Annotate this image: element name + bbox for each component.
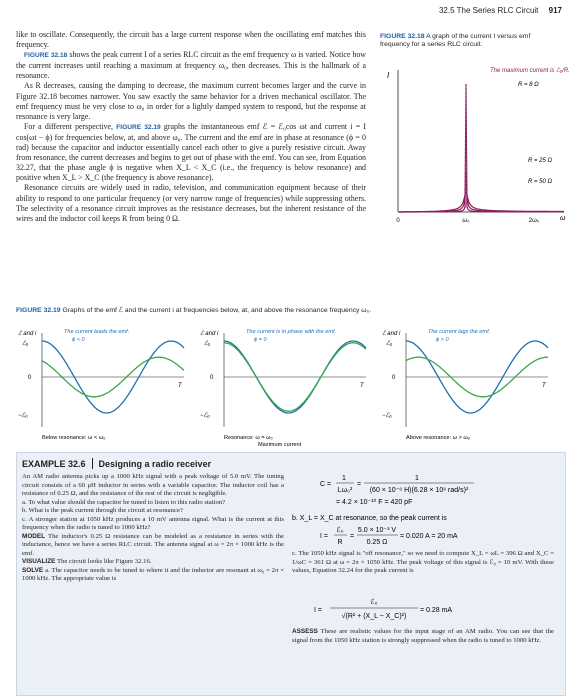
paragraph-1: like to oscillate. Consequently, the circuit has a large current response when the oscillating emf matches this frequency. bbox=[16, 30, 366, 50]
paragraph-2 bbox=[16, 50, 366, 81]
y-axis-label: ℰ and i bbox=[200, 331, 219, 337]
assess-block bbox=[292, 628, 554, 645]
example-left-column bbox=[22, 473, 284, 584]
period-label: T bbox=[360, 383, 364, 389]
eq2-equals: = bbox=[350, 533, 355, 540]
eq1-equals: = bbox=[357, 481, 362, 488]
phase-note: The current leads the emf. bbox=[64, 329, 130, 335]
phase-value: ϕ < 0 bbox=[72, 337, 85, 343]
figure-label: FIGURE 32.18 bbox=[380, 33, 425, 40]
eq1-lhs: C = bbox=[320, 481, 332, 488]
x-axis-label: ω bbox=[560, 215, 566, 222]
resonance-curves bbox=[399, 82, 564, 212]
resonance-curve-3 bbox=[399, 192, 564, 213]
assess-section bbox=[292, 628, 554, 645]
period-label: T bbox=[542, 383, 546, 389]
visualize-section bbox=[22, 558, 284, 567]
eq1-den2: (60 × 10⁻⁶ H)(6.28 × 10⁶ rad/s)² bbox=[369, 487, 469, 494]
eq3-result: = 0.28 mA bbox=[420, 607, 453, 614]
phase-note: The current is in phase with the emf. bbox=[246, 329, 337, 335]
part-c-block bbox=[292, 550, 554, 576]
eq1-den1: Lω₀² bbox=[337, 487, 353, 494]
panel-3 bbox=[382, 329, 548, 441]
eq2-num1: ℰ₀ bbox=[336, 527, 344, 534]
y-axis-label: I bbox=[387, 71, 390, 80]
neg-emf-label: −ℰ₀ bbox=[382, 413, 392, 419]
max-current-annotation bbox=[490, 67, 570, 74]
eq1-num2: 1 bbox=[415, 475, 419, 482]
zero-label: 0 bbox=[392, 375, 396, 381]
example-intro: An AM radio antenna picks up a 1000 kHz signal with a peak voltage of 5.0 mV. The tuning circuit consists of a 60 μH inductor in series with a variable capacitor. The inductor coil has a resistance of 0.25 Ω, and the resistance of the rest of the circuit is negligible. bbox=[22, 473, 284, 497]
question-b: b. What is the peak current through the circuit at resonance? bbox=[22, 507, 183, 514]
model-text: The inductor's 0.25 Ω resistance can be modeled as a resistance in series with the inductance, hence we have a series RLC circuit. The antenna signal at ω = 2π × 1000 kHz is the emf. bbox=[22, 532, 284, 557]
figure-ref-32-19[interactable]: FIGURE 32.19 bbox=[116, 123, 161, 131]
model-label: MODEL bbox=[22, 532, 46, 540]
panel-1 bbox=[18, 329, 184, 441]
curve-label-1: R = 8 Ω bbox=[518, 82, 539, 88]
eq1-num1: 1 bbox=[342, 475, 346, 482]
phase-note: The current lags the emf. bbox=[428, 329, 491, 335]
paragraph-4 bbox=[16, 122, 366, 184]
panel-caption: Resonance: ω = ω₀ bbox=[224, 435, 273, 441]
panel-caption-2: Maximum current bbox=[258, 442, 302, 447]
example-heading: Designing a radio receiver bbox=[98, 459, 212, 469]
figure-32-18-graph bbox=[378, 64, 570, 226]
tick-0: 0 bbox=[396, 218, 400, 224]
solve-text: a. The capacitor needs to be tuned to where it and the inductor are resonant at ω₀ = 2π × 1000 kHz. The appropriate value is bbox=[22, 566, 284, 582]
y-axis-label: ℰ and i bbox=[18, 331, 37, 337]
period-label: T bbox=[178, 383, 182, 389]
phase-value: ϕ > 0 bbox=[436, 337, 449, 343]
emf-amplitude-label: ℰ₀ bbox=[386, 341, 393, 347]
neg-emf-label: −ℰ₀ bbox=[18, 413, 28, 419]
emf-amplitude-label: ℰ₀ bbox=[22, 341, 29, 347]
model-section bbox=[22, 533, 284, 559]
eq2-den1: R bbox=[337, 539, 343, 546]
panel-caption: Above resonance: ω > ω₀ bbox=[406, 435, 471, 441]
tick-omega0: ω₀ bbox=[462, 218, 470, 224]
figure-caption-text: A graph of the current I versus emf frequency for a series RLC circuit. bbox=[380, 33, 531, 49]
curve-label-2: R = 25 Ω bbox=[528, 158, 553, 164]
paragraph-5: Resonance circuits are widely used in radio, television, and communication equipment because of their ability to respond to one particular frequency (or very narrow range of frequencies) while suppressing others. The selectivity of a resonance circuit improves as the resistance decreases, but the inherent resistance of the wires and the inductor coil keeps R from being 0 Ω. bbox=[16, 183, 366, 223]
resonance-curve-2 bbox=[399, 171, 564, 212]
resonance-curve-1 bbox=[399, 84, 564, 212]
emf-amplitude-label: ℰ₀ bbox=[204, 341, 211, 347]
figure-32-19-caption bbox=[16, 307, 564, 315]
figure-label: FIGURE 32.19 bbox=[16, 307, 61, 314]
question-a: a. To what value should the capacitor be tuned to listen to this radio station? bbox=[22, 498, 226, 506]
example-title bbox=[22, 458, 217, 469]
running-header bbox=[439, 6, 562, 15]
figure-ref-32-18[interactable]: FIGURE 32.18 bbox=[24, 52, 68, 60]
solve-label: SOLVE bbox=[22, 566, 44, 574]
tick-2omega0: 2ω₀ bbox=[528, 218, 540, 224]
eq3-lhs: I = bbox=[314, 607, 322, 614]
eq2-den2: 0.25 Ω bbox=[366, 539, 388, 546]
figure-caption-text: Graphs of the emf ℰ and the current i at frequencies below, at, and above the resonance frequency ω₀. bbox=[60, 307, 372, 314]
eq1-result: = 4.2 × 10⁻¹⁰ F = 420 pF bbox=[336, 499, 413, 506]
visualize-text: The circuit looks like Figure 32.16. bbox=[55, 558, 152, 565]
y-axis-label: ℰ and i bbox=[382, 331, 401, 337]
paragraph-4-text: graphs the instantaneous emf ℰ = ℰ₀cos ωt and current i = I cos(ωt − ϕ) for frequencies below, at, and above ω₀. The current and the emf are in phase at resonance (ϕ = 0 rad) because the capacitor and inductor essentially cancel each other to give a purely resistive circuit. Away from resonance, the current decreases and begins to get out of phase with the emf. You can see, from Equation 32.27, that the phase angle ϕ is negative when X_L < X_C (i.e., the frequency is below resonance) and positive when X_L > X_C (the frequency is above resonance). bbox=[16, 121, 366, 183]
visualize-label: VISUALIZE bbox=[22, 558, 56, 565]
curve-label-3: R = 50 Ω bbox=[528, 179, 553, 185]
paragraph-2-text: shows the peak current I of a series RLC circuit as the emf frequency ω is varied. Notice how the current increases until reaching a maximum at frequency ω₀, then decreases. This is the hallmark of a resonance. bbox=[16, 50, 366, 81]
part-c-text: c. The 1050 kHz signal is "off resonance," so we need to compute X_L = ωL = 396 Ω and X_C = 1/ωC = 361 Ω at ω = 2π × 1050 kHz. The peak voltage of this signal is ℰ₀ = 10 mV. With these values, Equation 32.24 for the peak current is bbox=[292, 550, 554, 574]
paragraph-3: As R decreases, causing the damping to decrease, the maximum current becomes larger and the curve in Figure 32.18 becomes narrower. You saw exactly the same behavior for a driven mechanical oscillator. The emf frequency must be very close to ω₀ in order for a lightly damped system to respond, but the response at resonance is very large. bbox=[16, 81, 366, 121]
eq3-num: ℰ₀ bbox=[370, 599, 378, 606]
paragraph-4-start: For a different perspective, bbox=[24, 121, 117, 131]
figure-32-18-caption bbox=[380, 33, 560, 50]
example-label: EXAMPLE 32.6 bbox=[22, 459, 86, 469]
neg-emf-label: −ℰ₀ bbox=[200, 413, 210, 419]
eq2-result: = 0.020 A = 20 mA bbox=[400, 533, 458, 540]
example-right-column bbox=[292, 470, 560, 690]
annotation-text: The maximum current is ℰ₀/R. bbox=[490, 68, 570, 74]
body-text bbox=[16, 30, 366, 224]
eq2-num2: 5.0 × 10⁻³ V bbox=[357, 527, 397, 534]
question-c: c. A stronger station at 1050 kHz produces a 10 mV antenna signal. What is the current at this frequency when the radio is tuned to 1000 kHz? bbox=[22, 515, 284, 531]
zero-label: 0 bbox=[28, 375, 32, 381]
eq3 bbox=[292, 592, 560, 626]
part-b-text: b. X_L = X_C at resonance, so the peak current is bbox=[292, 515, 447, 522]
zero-label: 0 bbox=[210, 375, 214, 381]
header-title: 32.5 The Series RLC Circuit bbox=[438, 6, 539, 15]
eq2-lhs: I = bbox=[320, 533, 328, 540]
assess-label: ASSESS bbox=[292, 628, 318, 635]
assess-text: These are realistic values for the input stage of an AM radio. You can see that the signal from the 1050 kHz station is strongly suppressed when the radio is tuned to 1000 kHz. bbox=[292, 628, 554, 644]
phase-value: ϕ = 0 bbox=[254, 337, 267, 343]
solve-section bbox=[22, 567, 284, 584]
eq3-den: √(R² + (X_L − X_C)²) bbox=[341, 613, 407, 620]
panel-2 bbox=[200, 329, 366, 447]
panel-caption: Below resonance: ω < ω₀ bbox=[42, 435, 106, 441]
page-number: 917 bbox=[548, 6, 562, 15]
figure-32-19-graphs bbox=[16, 327, 564, 447]
